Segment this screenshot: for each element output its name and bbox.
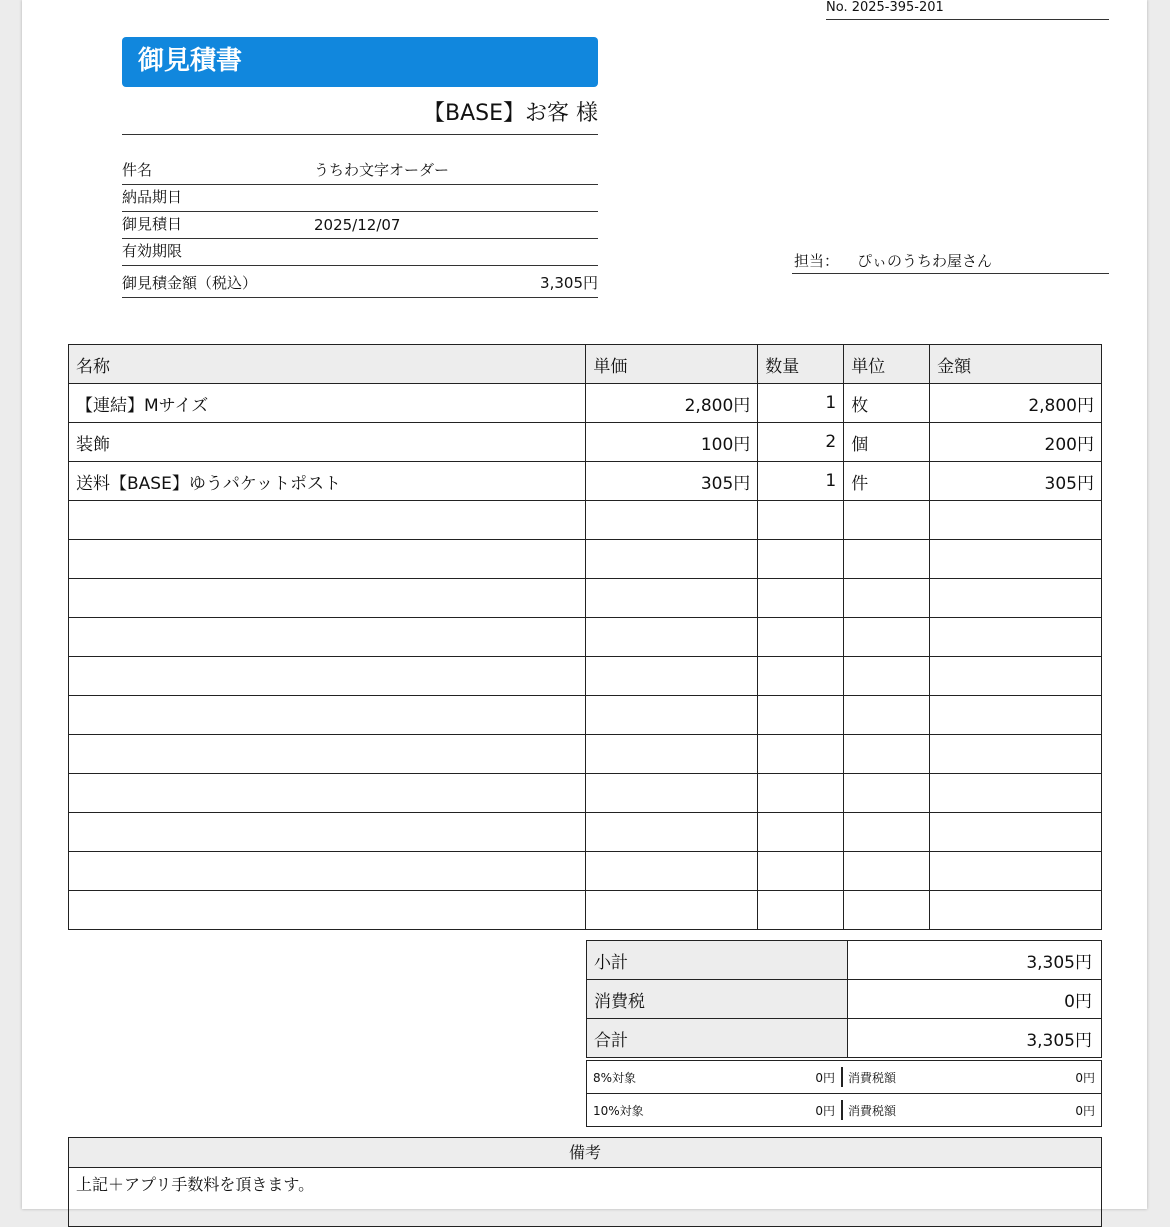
item-name: [69, 852, 586, 891]
tax-amount-value: 0円: [974, 1094, 1102, 1127]
total-row: [587, 1019, 1102, 1058]
item-quantity: [758, 735, 844, 774]
document-title: 御見積書: [122, 37, 598, 87]
item-unit: [844, 852, 930, 891]
tax-separator: [841, 1061, 842, 1094]
item-name: [69, 813, 586, 852]
tax-rate-amount: 0円: [719, 1061, 841, 1094]
item-quantity: [758, 501, 844, 540]
item-name: 送料【BASE】ゆうパケットポスト: [69, 462, 586, 501]
table-row: [69, 540, 1102, 579]
table-row: [69, 774, 1102, 813]
staff-label: 担当：: [794, 252, 840, 270]
table-row: [69, 423, 1102, 462]
item-amount: 305円: [930, 462, 1102, 501]
item-name: [69, 696, 586, 735]
item-name: [69, 540, 586, 579]
table-row: [69, 696, 1102, 735]
table-row: [69, 813, 1102, 852]
item-unit: 件: [844, 462, 930, 501]
item-unit: 枚: [844, 384, 930, 423]
table-row: [69, 462, 1102, 501]
remarks-text: 上記＋アプリ手数料を頂きます。: [68, 1167, 1102, 1227]
header-quantity: 数量: [758, 345, 844, 384]
item-unit-price: [586, 579, 758, 618]
tax-amount-label: 消費税額: [842, 1061, 974, 1094]
tax-rate-amount: 0円: [719, 1094, 841, 1127]
subtotal-value: 3,305円: [848, 941, 1102, 980]
document-number: No. 2025-395-201: [826, 0, 1109, 20]
item-unit: [844, 540, 930, 579]
item-quantity: [758, 579, 844, 618]
table-row: [69, 852, 1102, 891]
header-unit-price: 単価: [586, 345, 758, 384]
item-unit-price: [586, 618, 758, 657]
item-unit: [844, 813, 930, 852]
info-row-estimate-amount: [122, 265, 598, 298]
item-name: [69, 891, 586, 930]
staff-name: ぴぃのうちわ屋さん: [857, 252, 993, 270]
table-header-row: [69, 345, 1102, 384]
tax-amount-label: 消費税額: [842, 1094, 974, 1127]
info-value: うちわ文字オーダー: [314, 161, 450, 179]
tax-rate-label: 8%対象: [587, 1061, 720, 1094]
header-name: 名称: [69, 345, 586, 384]
item-amount: [930, 657, 1102, 696]
item-quantity: [758, 540, 844, 579]
table-row: [69, 384, 1102, 423]
info-label: 納品期日: [122, 188, 183, 206]
item-name: [69, 774, 586, 813]
item-quantity: [758, 774, 844, 813]
total-label: 合計: [587, 1019, 848, 1058]
item-unit: [844, 696, 930, 735]
table-row: [69, 579, 1102, 618]
item-unit: [844, 579, 930, 618]
item-amount: [930, 774, 1102, 813]
remarks-heading: 備考: [68, 1137, 1102, 1168]
item-name: [69, 501, 586, 540]
item-amount: [930, 618, 1102, 657]
table-row: [69, 501, 1102, 540]
table-row: [69, 891, 1102, 930]
header-amount: 金額: [930, 345, 1102, 384]
items-table: [68, 344, 1102, 930]
table-row: [69, 735, 1102, 774]
item-unit-price: 305円: [586, 462, 758, 501]
info-row-valid-until: [122, 238, 598, 266]
item-unit-price: [586, 735, 758, 774]
totals-table: [586, 940, 1102, 1058]
tax-amount-value: 0円: [974, 1061, 1102, 1094]
tax-rate-label: 10%対象: [587, 1094, 720, 1127]
item-quantity: [758, 891, 844, 930]
item-unit: [844, 501, 930, 540]
item-amount: [930, 696, 1102, 735]
item-quantity: [758, 696, 844, 735]
consumption-tax-value: 0円: [848, 980, 1102, 1019]
item-unit-price: [586, 852, 758, 891]
item-unit-price: [586, 774, 758, 813]
info-value: 2025/12/07: [314, 216, 401, 234]
item-unit: [844, 891, 930, 930]
item-name: [69, 579, 586, 618]
item-amount: [930, 501, 1102, 540]
tax-separator: [841, 1094, 842, 1127]
item-quantity: [758, 813, 844, 852]
item-quantity: [758, 657, 844, 696]
info-label: 御見積金額（税込）: [122, 274, 258, 292]
item-quantity: [758, 618, 844, 657]
consumption-tax-row: [587, 980, 1102, 1019]
staff-line: [792, 250, 1109, 274]
item-amount: [930, 540, 1102, 579]
item-unit-price: 100円: [586, 423, 758, 462]
item-name: 【連結】Mサイズ: [69, 384, 586, 423]
info-row-delivery-date: [122, 184, 598, 212]
tax-row-8: [587, 1061, 1102, 1094]
item-amount: [930, 891, 1102, 930]
item-unit-price: [586, 891, 758, 930]
item-unit-price: [586, 696, 758, 735]
customer-name: 【BASE】お客 様: [122, 98, 598, 135]
item-quantity: 1: [758, 462, 844, 501]
consumption-tax-label: 消費税: [587, 980, 848, 1019]
item-quantity: 2: [758, 423, 844, 462]
item-amount: [930, 579, 1102, 618]
info-row-estimate-date: [122, 211, 598, 239]
header-unit: 単位: [844, 345, 930, 384]
item-unit: [844, 774, 930, 813]
item-name: [69, 735, 586, 774]
item-unit-price: 2,800円: [586, 384, 758, 423]
item-amount: 200円: [930, 423, 1102, 462]
info-row-subject: [122, 157, 598, 185]
item-unit: [844, 618, 930, 657]
item-name: 装飾: [69, 423, 586, 462]
tax-row-10: [587, 1094, 1102, 1127]
info-value: 3,305円: [540, 274, 598, 292]
item-amount: 2,800円: [930, 384, 1102, 423]
item-unit: [844, 657, 930, 696]
item-amount: [930, 852, 1102, 891]
table-row: [69, 618, 1102, 657]
tax-breakdown-table: [586, 1060, 1102, 1127]
item-unit-price: [586, 813, 758, 852]
item-unit-price: [586, 540, 758, 579]
subtotal-label: 小計: [587, 941, 848, 980]
subtotal-row: [587, 941, 1102, 980]
info-label: 件名: [122, 161, 153, 179]
info-label: 有効期限: [122, 242, 183, 260]
info-label: 御見積日: [122, 215, 183, 233]
item-quantity: [758, 852, 844, 891]
item-amount: [930, 735, 1102, 774]
item-unit: [844, 735, 930, 774]
item-name: [69, 657, 586, 696]
item-unit: 個: [844, 423, 930, 462]
item-name: [69, 618, 586, 657]
table-row: [69, 657, 1102, 696]
item-unit-price: [586, 501, 758, 540]
item-unit-price: [586, 657, 758, 696]
item-amount: [930, 813, 1102, 852]
total-value: 3,305円: [848, 1019, 1102, 1058]
item-quantity: 1: [758, 384, 844, 423]
